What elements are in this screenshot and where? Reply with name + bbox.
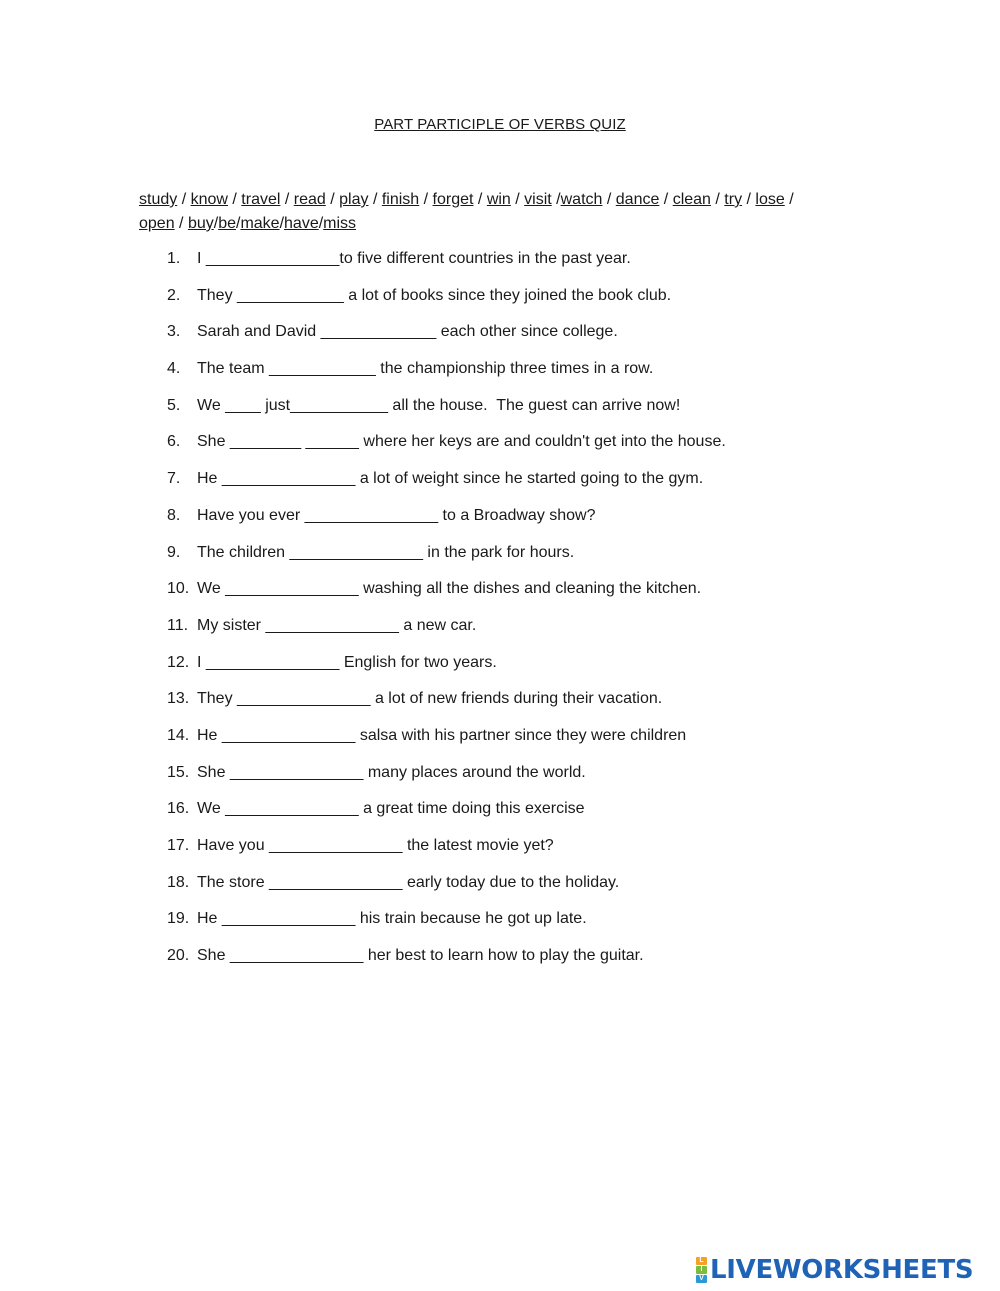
question-number: 6. (167, 433, 181, 451)
logo-text: LIVEWORKSHEETS (710, 1255, 974, 1285)
question-text: My sister _______________ a new car. (197, 616, 477, 634)
question-text: They ____________ a lot of books since they joined the book club. (197, 286, 672, 304)
question-number: 2. (167, 286, 181, 304)
word-bank-item: read (293, 191, 326, 208)
question-text: She ________ ______ where her keys are and couldn't get into the house. (197, 433, 726, 451)
word-bank-item: know (190, 191, 228, 208)
question-text: I _______________ English for two years. (197, 653, 497, 671)
question-text: He _______________ salsa with his partner since they were children (197, 726, 687, 744)
word-bank-item: watch (560, 191, 603, 208)
word-bank-item: finish (381, 191, 420, 208)
word-bank-item: open (139, 215, 175, 232)
question-number: 17. (167, 837, 190, 854)
logo-icon-letter: I (696, 1266, 707, 1274)
question-item (0, 836, 1000, 873)
question-item (0, 763, 1000, 800)
question-list (0, 249, 1000, 983)
question-number: 5. (167, 396, 181, 414)
question-number: 18. (167, 873, 190, 891)
question-item (0, 286, 1000, 323)
question-text: We ____ just___________ all the house. The guest can arrive now! (197, 396, 681, 414)
question-number: 1. (167, 250, 181, 267)
question-text: We _______________ a great time doing this exercise (197, 800, 585, 818)
question-item (0, 726, 1000, 763)
question-item (0, 946, 1000, 983)
question-item (0, 653, 1000, 690)
question-item (0, 799, 1000, 836)
question-number: 11. (167, 616, 189, 634)
word-bank-item: try (724, 191, 743, 208)
liveworksheets-logo (696, 1254, 973, 1286)
word-bank-item: travel (241, 191, 281, 208)
question-item (0, 322, 1000, 359)
question-text: He _______________ a lot of weight since he started going to the gym. (197, 470, 704, 488)
question-text: We _______________ washing all the dishes and cleaning the kitchen. (197, 580, 702, 598)
question-text: The store _______________ early today due to the holiday. (197, 873, 620, 891)
question-number: 9. (167, 543, 181, 561)
question-number: 16. (167, 800, 190, 818)
question-item (0, 543, 1000, 580)
question-item (0, 359, 1000, 396)
question-number: 8. (167, 506, 181, 524)
question-number: 10. (167, 580, 190, 598)
question-number: 3. (167, 323, 181, 341)
logo-icon (696, 1257, 707, 1283)
question-text: He _______________ his train because he got up late. (197, 910, 587, 928)
question-text: Have you _______________ the latest movie yet? (197, 837, 554, 854)
logo-icon-letter: L (696, 1257, 707, 1265)
question-text: Have you ever _______________ to a Broadway show? (197, 506, 596, 524)
question-item (0, 432, 1000, 469)
question-item (0, 396, 1000, 433)
question-text: They _______________ a lot of new friends during their vacation. (197, 690, 663, 708)
word-bank-item: dance (615, 191, 660, 208)
word-bank-item: clean (672, 191, 711, 208)
word-bank-item: study (139, 191, 178, 208)
question-text: I _______________to five different countries in the past year. (197, 250, 631, 267)
word-bank-item: win (486, 191, 511, 208)
question-text: She _______________ her best to learn how to play the guitar. (197, 947, 644, 965)
page-title: PART PARTICIPLE OF VERBS QUIZ (374, 116, 626, 133)
question-item (0, 506, 1000, 543)
word-bank-item: forget (432, 191, 474, 208)
question-text: Sarah and David _____________ each other since college. (197, 323, 618, 341)
question-item (0, 616, 1000, 653)
word-bank: study / know / travel / read / play / finish / forget / win / visit /watch / dance / clean / try / lose / open / buy/be/make/have/miss (139, 191, 794, 232)
question-item (0, 469, 1000, 506)
question-text: The children _______________ in the park for hours. (197, 543, 575, 561)
logo-icon-letter: V (696, 1275, 707, 1283)
question-item (0, 909, 1000, 946)
word-bank-item: miss (323, 215, 357, 232)
question-item (0, 689, 1000, 726)
question-number: 15. (167, 763, 190, 781)
word-bank-item: have (284, 215, 319, 232)
question-text: She _______________ many places around the world. (197, 763, 586, 781)
word-bank-item: buy (187, 215, 214, 232)
question-text: The team ____________ the championship three times in a row. (197, 360, 654, 378)
question-number: 13. (167, 690, 190, 708)
word-bank-item: play (339, 191, 369, 208)
word-bank-item: visit (524, 191, 552, 208)
word-bank-item: be (218, 215, 236, 232)
question-number: 19. (167, 910, 190, 928)
question-number: 7. (167, 470, 181, 488)
word-bank-item: lose (755, 191, 785, 208)
question-number: 12. (167, 653, 190, 671)
question-item (0, 249, 1000, 286)
question-item (0, 873, 1000, 910)
word-bank-item: make (240, 215, 280, 232)
question-number: 4. (167, 360, 181, 378)
question-number: 20. (167, 947, 190, 965)
question-item (0, 579, 1000, 616)
question-number: 14. (167, 726, 190, 744)
